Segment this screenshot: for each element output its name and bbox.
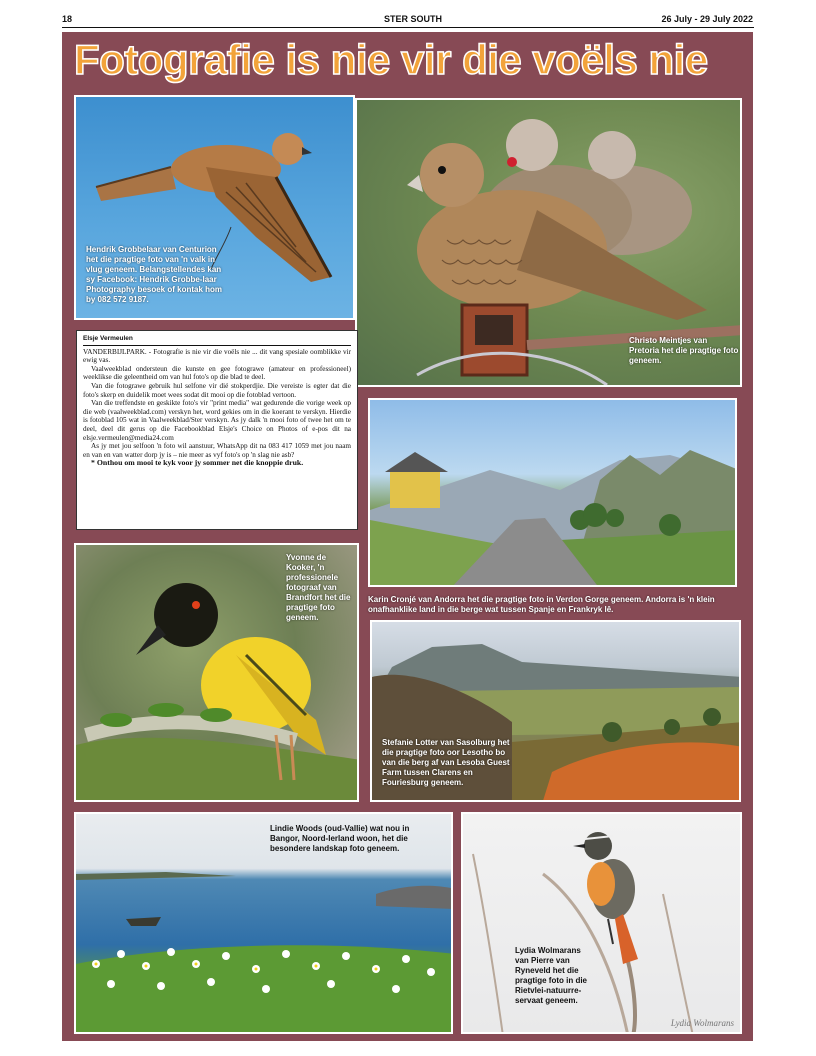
lesotho-caption: Stefanie Lotter van Sasolburg het die pragtige foto oor Lesotho bo van die berg af van Lesoba Guest Farm tussen Clarens en Fouriesburg geneem. (382, 738, 510, 787)
weaver-caption: Yvonne de Kooker, 'n professionele fotograaf van Brandfort het die pragtige foto geneem. (286, 553, 351, 622)
weaver-photo (74, 543, 359, 802)
lesotho-photo (370, 620, 741, 802)
robin-photo (461, 812, 742, 1034)
page-number: 18 (62, 14, 73, 24)
article-paragraph: Vaalweekblad ondersteun die kunste en gee fotograwe (amateur en professioneel) weeklikse die geleentheid om van hul foto's op die blad te deel. (83, 364, 351, 382)
finches-caption: Christo Meintjes van Pretoria het die pragtige foto geneem. (629, 336, 739, 365)
robin-caption: Lydia Wolmarans van Pierre van Ryneveld het die pragtige foto in die Rietvlei-natuurre-servaat geneem. (515, 946, 587, 1005)
verdon-photo (368, 398, 737, 587)
header-rule (62, 27, 754, 28)
article-closing: * Onthou om mooi te kyk voor jy sommer net die knoppie druk. (91, 458, 304, 468)
hawk-photo (74, 95, 355, 320)
section-name: STER SOUTH (384, 14, 443, 24)
ireland-caption: Lindie Woods (oud-Vallie) wat nou in Bangor, Noord-Ierland woon, het die besondere landskap foto geneem. (270, 824, 410, 853)
page-headline: Fotografie is nie vir die voëls nie (74, 36, 708, 83)
article-box (76, 330, 358, 530)
article-paragraph: As jy met jou selfoon 'n foto wil aanstuur, WhatsApp dit na 083 417 1059 met jou naam en van en van watter dorp jy is – nie meer as vyf foto's op 'n slag nie asb? (83, 442, 351, 459)
verdon-caption: Karin Cronjé van Andorra het die pragtige foto in Verdon Gorge geneem. Andorra is 'n klein onafhanklike land in die berge wat tussen Spanje en Frankryk lê. (368, 595, 715, 614)
robin-image (463, 814, 742, 1034)
verdon-image (370, 400, 737, 587)
ireland-photo (74, 812, 453, 1034)
article-paragraph: Van die fotograwe gebruik hul selfone vir dié stokperdjie. Die vereiste is egter dat die foto's skerp en duidelik moet wees sodat dit mooi op die fotoblad vertoon. (83, 381, 351, 399)
article-paragraph: VANDERBIJLPARK. - Fotografie is nie vir die voëls nie ... dit vang spesiale oomblikke vir ewig vas. (83, 347, 351, 365)
article-byline: Elsje Vermeulen (83, 335, 351, 346)
photographer-watermark: Lydia Wolmarans (670, 1018, 734, 1028)
article-paragraph: Van die treffendste en geskikte foto's vir "print media" wat gedurende die vorige week op die web (vaalweekblad.com) verskyn het, word gekies om in die koerant te verskyn. Hierdie is fotoblad 105 wat in Vaalweekblad/Ster verskyn. As jy dalk 'n mooi foto of twee het om te deel, deel dit gerus op die Facebookblad Elsje's Choice on Photos of e-pos dit na elsje.vermeulen@media24.com (83, 399, 351, 442)
issue-date: 26 July - 29 July 2022 (661, 14, 753, 24)
hawk-caption: Hendrik Grobbelaar van Centurion het die pragtige foto van 'n valk in vlug geneem. Belangstellendes kan sy Facebook: Hendrik Grobbe-laar Photography besoek of kontak hom by 082 572 9187. (86, 245, 223, 304)
finches-photo (355, 98, 742, 387)
